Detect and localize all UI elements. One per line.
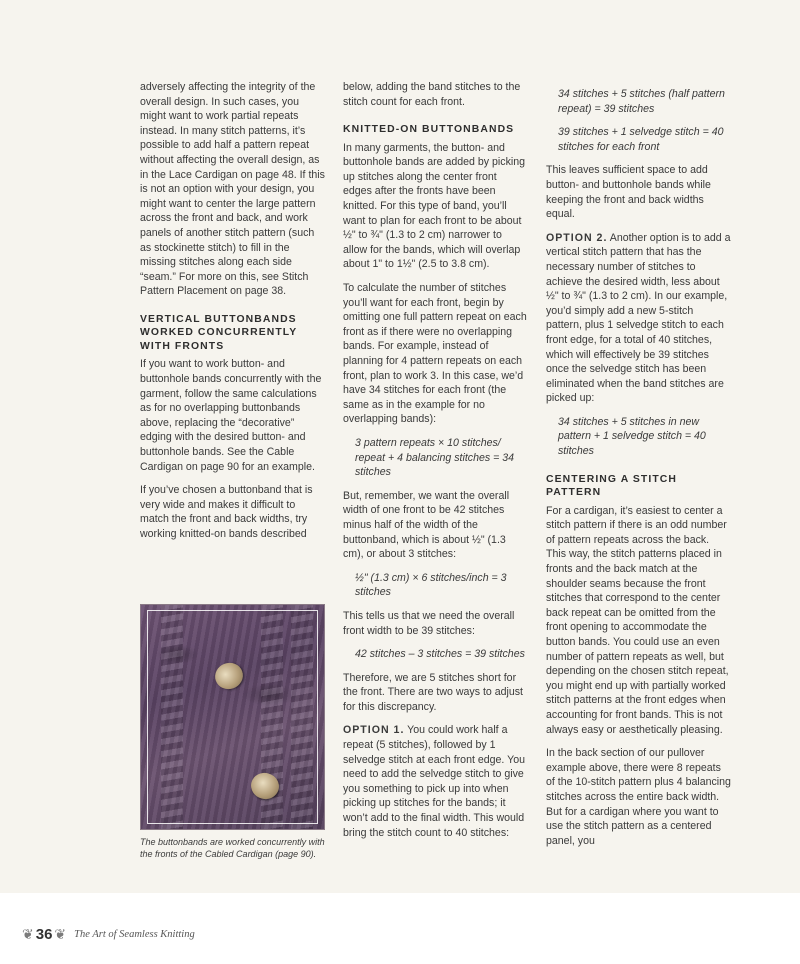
section-heading: KNITTED-ON BUTTONBANDS <box>343 124 515 136</box>
section-heading: VERTICAL BUTTONBANDS WORKED CONCURRENTLY WITH FRONTS <box>140 313 298 352</box>
option-lead: OPTION 1. <box>343 724 405 737</box>
column-3 <box>546 80 731 857</box>
calculation: 42 stitches – 3 stitches = 39 stitches <box>355 648 525 661</box>
calculation: 34 stitches + 5 stitches (half pattern repeat) = 39 stitches <box>558 88 725 115</box>
leaf-ornament-icon: ❦ <box>22 926 34 942</box>
calculation: ½" (1.3 cm) × 6 stitches/inch = 3 stitches <box>355 571 507 599</box>
calculation: 39 stitches + 1 selvedge stitch = 40 stitches for each front <box>558 126 724 153</box>
page-footer <box>22 924 195 944</box>
paragraph: If you want to work button- and buttonhole bands concurrently with the garment, follow the same calculations as for no overlapping buttonbands above, replacing the “decorative” edging with the desired button- and buttonhole bands. See the Cable Cardigan on page 90 for an example. <box>140 358 322 473</box>
paragraph: This tells us that we need the overall front width to be 39 stitches: <box>343 609 515 637</box>
paragraph: For a cardigan, it’s easiest to center a stitch pattern if there is an odd number of pattern repeats across the back. This way, the stitch patterns placed in fronts and the back match at the shoulder seams because the front stitches that correspond to the center back repeat can be omitted from the front opening to accommodate the button bands. You could use an even number of pattern repeats as well, but depending on the chosen stitch repeat, you might end up with partially worked stitch patterns at the front edges when accounting for front bands. This is not always easy or aesthetically pleasing. <box>546 504 729 736</box>
section-heading: CENTERING A STITCH PATTERN <box>546 473 678 499</box>
leaf-ornament-icon: ❦ <box>54 926 67 942</box>
column-1 <box>140 80 325 551</box>
paragraph: In many garments, the button- and buttonhole bands are added by picking up stitches along the center front edges after the fronts have been knitted. For this type of band, you’ll want to plan for each front to be about ½" to ¾" (1.3 to 2 cm) narrower to allow for the bands, which will overlap about 1" to 1½" (2.5 to 3.8 cm). <box>343 141 525 271</box>
photo-caption: The buttonbands are worked concurrently with the fronts of the Cabled Cardigan (page 90). <box>140 837 325 860</box>
paragraph: If you’ve chosen a buttonband that is very wide and makes it difficult to match the front and back widths, try working knitted-on bands described <box>140 484 313 540</box>
column-2 <box>343 80 528 849</box>
photo-frame <box>147 610 318 824</box>
paragraph: In the back section of our pullover example above, there were 8 repeats of the 10-stitch pattern plus 4 balancing stitches across the entire back width. But for a cardigan where you want to use the stitch pattern as a centered panel, you <box>546 747 731 847</box>
running-title: The Art of Seamless Knitting <box>74 928 195 940</box>
paragraph: Therefore, we are 5 stitches short for the front. There are two ways to adjust for this discrepancy. <box>343 671 523 713</box>
calculation: 3 pattern repeats × 10 stitches/ repeat + 4 balancing stitches = 34 stitches <box>355 436 515 479</box>
page-number: 36 <box>35 925 53 943</box>
option-1-paragraph <box>343 723 528 840</box>
paragraph: below, adding the band stitches to the stitch count for each front. <box>343 81 521 108</box>
option-text: Another option is to add a vertical stitch pattern that has the necessary number of stitches to achieve the desired width, less about ½" to ¾" (1.3 to 2 cm). In our example, you’d simply add a new 5-stitch pattern, plus 1 selvedge stitch to each front edge, for a total of 40 stitches, which will effectively be 39 stitches once the selvedge stitch has been eliminated when the band stitches are picked up: <box>546 231 731 405</box>
option-text: You could work half a repeat (5 stitches), followed by 1 selvedge stitch at each front edge. You need to add the selvedge stitch to give you something to pick up into when picking up stitches for the bands; it won’t add to the final width. This would bring the stitch count to 40 stitches: <box>343 724 525 839</box>
paragraph: adversely affecting the integrity of the overall design. In such cases, you might want to work partial repeats instead. In many stitch patterns, it’s possible to add half a pattern repeat without affecting the overall design, as in the Lace Cardigan on page 48. If this is not an option with your design, you might want to center the large pattern across the front and back, and work panels of another stitch pattern (such as stockinette stitch) to fill in the missing stitches along each side “seam.” For more on this, see Stitch Pattern Placement on page 38. <box>140 81 325 298</box>
paragraph: To calculate the number of stitches you’ll want for each front, begin by omitting one full pattern repeat on each front as if there were no overlapping bands. For example, instead of planning for 4 pattern repeats on each front, plan to work 3. In this case, we’d have 34 stitches for each front (the same as in the example for no overlapping bands): <box>343 282 527 426</box>
paragraph: But, remember, we want the overall width of one front to be 42 stitches minus half of the width of the buttonband, which is about ½" (1.3 cm), or about 3 stitches: <box>343 489 510 561</box>
option-2-paragraph <box>546 231 731 406</box>
cardigan-photo <box>140 604 325 830</box>
calculation: 34 stitches + 5 stitches in new pattern + 1 selvedge stitch = 40 stitches <box>558 415 706 458</box>
option-lead: OPTION 2. <box>546 231 608 244</box>
paragraph: This leaves sufficient space to add button- and buttonhole bands while keeping the front and back widths equal. <box>546 164 711 221</box>
